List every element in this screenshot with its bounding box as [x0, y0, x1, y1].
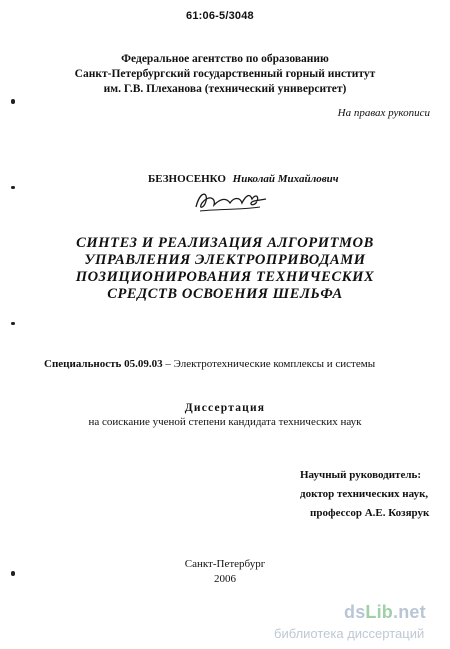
- supervisor-name: профессор А.Е. Козярук: [310, 507, 430, 519]
- author-given-names: Николай Михайлович: [232, 173, 339, 185]
- organization-line-2: Санкт-Петербургский государственный горный институт: [74, 68, 376, 80]
- scan-mark: [11, 571, 15, 576]
- scan-mark: [11, 99, 15, 104]
- specialty-label: Специальность 05.09.03: [44, 358, 163, 370]
- dissertation-subtitle: на соискание ученой степени кандидата технических наук: [88, 416, 362, 428]
- dissertation-title: [0, 235, 450, 303]
- watermark-subtitle: библиотека диссертаций: [274, 626, 425, 641]
- scan-mark: [11, 186, 15, 189]
- watermark-logo-lib: Lib: [365, 602, 393, 622]
- watermark-logo-net: .net: [393, 602, 426, 622]
- archive-stamp: 61:06-5/3048: [186, 10, 254, 22]
- supervisor-block: [300, 466, 429, 523]
- specialty-line: [44, 358, 375, 370]
- supervisor-heading: Научный руководитель:: [300, 469, 421, 481]
- author-name: [148, 173, 339, 185]
- title-line-3: ПОЗИЦИОНИРОВАНИЯ ТЕХНИЧЕСКИХ: [75, 269, 375, 285]
- scan-mark: [11, 322, 15, 325]
- specialty-text: – Электротехнические комплексы и системы: [162, 358, 376, 370]
- year: 2006: [214, 573, 236, 585]
- supervisor-degree: доктор технических наук,: [300, 488, 429, 500]
- place-and-year: [0, 557, 450, 587]
- author-surname: БЕЗНОСЕНКО: [148, 173, 226, 185]
- title-line-1: СИНТЕЗ И РЕАЛИЗАЦИЯ АЛГОРИТМОВ: [76, 235, 374, 251]
- organization-line-3: им. Г.В. Плеханова (технический университет): [103, 83, 347, 95]
- watermark-logo-ds: ds: [344, 602, 366, 622]
- handwritten-signature: [190, 185, 270, 215]
- title-line-2: УПРАВЛЕНИЯ ЭЛЕКТРОПРИВОДАМИ: [84, 252, 366, 268]
- city: Санкт-Петербург: [184, 558, 266, 570]
- rights-note: На правах рукописи: [337, 107, 430, 119]
- organization-line-1: Федеральное агентство по образованию: [121, 53, 329, 65]
- dissertation-heading: Диссертация: [184, 402, 266, 414]
- title-line-4: СРЕДСТВ ОСВОЕНИЯ ШЕЛЬФА: [107, 286, 343, 302]
- watermark-logo: [344, 602, 426, 623]
- organization-block: [0, 52, 450, 97]
